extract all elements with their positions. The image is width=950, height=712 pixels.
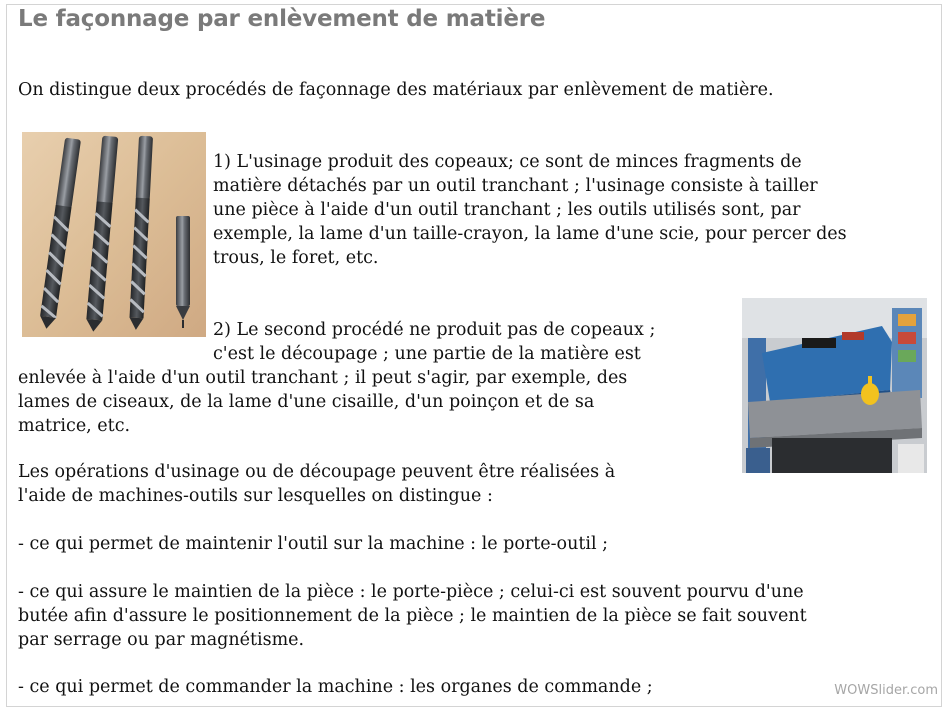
watermark-text: WOWSlider.com xyxy=(834,683,938,698)
operations-line: Les opérations d'usinage ou de découpage peuvent être réalisées à xyxy=(18,462,616,482)
bullet-line: butée afin d'assure le positionnement de la pièce ; le maintien de la pièce se fait souvent xyxy=(18,606,807,626)
section1-line: 1) L'usinage produit des copeaux; ce sont de minces fragments de xyxy=(213,152,802,172)
page-title: Le façonnage par enlèvement de matière xyxy=(18,6,546,32)
section1-line: matière détachés par un outil tranchant ; l'usinage consiste à tailler xyxy=(213,176,818,196)
section2-line: 2) Le second procédé ne produit pas de copeaux ; xyxy=(213,320,656,340)
section1-line: une pièce à l'aide d'un outil tranchant ; les outils utilisés sont, par xyxy=(213,200,801,220)
cutting-press-illustration xyxy=(742,298,927,473)
section2-line: matrice, etc. xyxy=(18,416,131,436)
section2-line: lames de ciseaux, de la lame d'une cisaille, d'un poinçon et de sa xyxy=(18,392,595,412)
bullet-line: - ce qui assure le maintien de la pièce : le porte-pièce ; celui-ci est souvent pourvu d'une xyxy=(18,582,804,602)
drill-bits-image xyxy=(22,132,206,337)
section2-line: enlevée à l'aide d'un outil tranchant ; il peut s'agir, par exemple, des xyxy=(18,368,628,388)
bullet-line: par serrage ou par magnétisme. xyxy=(18,630,305,650)
bullet-tool-holder: - ce qui permet de maintenir l'outil sur la machine : le porte-outil ; xyxy=(18,534,609,554)
intro-paragraph: On distingue deux procédés de façonnage des matériaux par enlèvement de matière. xyxy=(18,80,774,100)
section1-line: trous, le foret, etc. xyxy=(213,248,379,268)
section1-line: exemple, la lame d'un taille-crayon, la lame d'une scie, pour percer des xyxy=(213,224,847,244)
bullet-controls: - ce qui permet de commander la machine : les organes de commande ; xyxy=(18,677,653,697)
operations-line: l'aide de machines-outils sur lesquelles on distingue : xyxy=(18,486,493,506)
cutting-press-image xyxy=(742,298,927,473)
drill-bits-illustration xyxy=(22,132,206,337)
section2-line: c'est le découpage ; une partie de la matière est xyxy=(213,344,641,364)
